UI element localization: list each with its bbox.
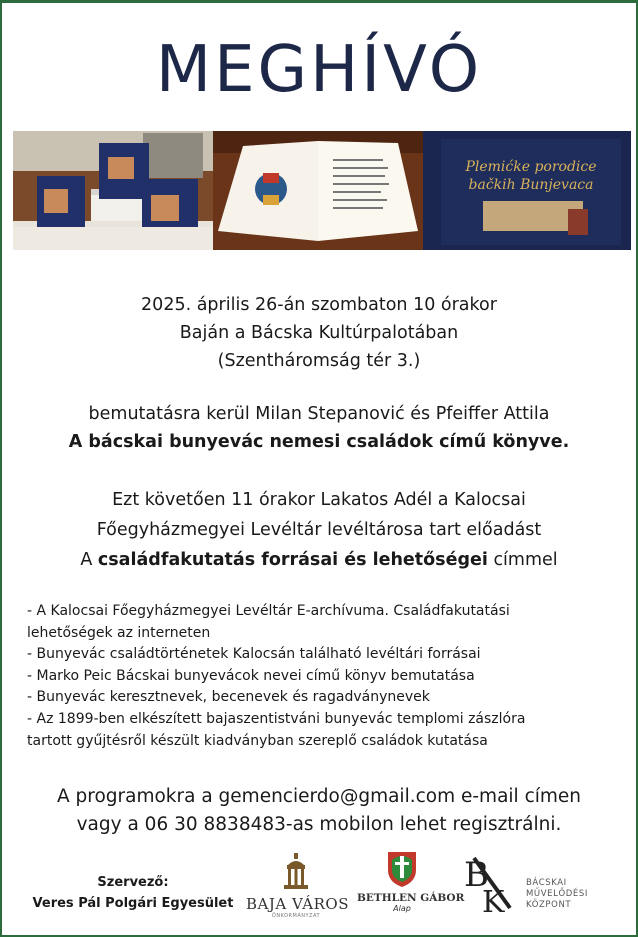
book-presentation <box>0 400 638 456</box>
registration-info <box>0 783 638 839</box>
topic-line: - Az 1899-ben elkészített bajaszentistváni bunyevác templomi zászlóra <box>27 710 526 727</box>
bethlen-gabor-logo <box>357 850 465 920</box>
book-cover <box>441 139 621 245</box>
baja-logo-sub: ÖNKORMÁNYZAT <box>271 913 321 919</box>
bmk-monogram-icon <box>460 850 520 916</box>
bmk-letter-k: K <box>482 885 505 916</box>
book-photo-strip <box>13 131 631 250</box>
topic-line: - Bunyevác családtörténetek Kalocsán található levéltári forrásai <box>27 646 481 663</box>
event-datetime: 2025. április 26-án szombaton 10 órakor <box>141 295 497 315</box>
organizer <box>28 872 238 914</box>
book-photo <box>13 131 631 250</box>
topic-list <box>27 601 627 752</box>
bethlen-logo-name: BETHLEN GÁBOR <box>357 892 465 904</box>
book-title: A bácskai bunyevác nemesi családok című könyve. <box>68 432 570 452</box>
organizer-label: Szervező: <box>97 875 169 890</box>
shield-icon <box>386 850 418 888</box>
lecture-line-2: Főegyházmegyei Levéltár levéltárosa tart előadást <box>96 520 542 540</box>
topic-line: tartott gyűjtésről készült kiadványban szereplő családok kutatása <box>27 732 488 749</box>
baja-city-logo <box>246 853 349 919</box>
lecture-title: családfakutatás forrásai és lehetőségei <box>97 550 488 570</box>
bethlen-logo-sub: Alap <box>393 904 411 913</box>
cover-title-line2: bačkih Bunjevaca <box>468 177 594 193</box>
town-hall-icon <box>278 853 314 891</box>
topic-line: - Bunyevác keresztnevek, becenevek és ragadványnevek <box>27 689 430 706</box>
bmk-line-1: BÁCSKAI <box>526 878 567 888</box>
invitation-title: MEGHÍVÓ <box>155 33 483 107</box>
bmk-logo-text <box>526 878 588 911</box>
lecture-prefix: A <box>80 550 98 570</box>
lecture-line-1: Ezt követően 11 órakor Lakatos Adél a Kalocsai <box>112 490 526 510</box>
registration-line-2: vagy a 06 30 8838483-as mobilon lehet regisztrálni. <box>76 814 562 835</box>
event-venue: Baján a Bácska Kultúrpalotában <box>179 323 459 343</box>
lecture-suffix: címmel <box>487 550 558 570</box>
bmk-logo <box>460 850 620 920</box>
lecture-line-3 <box>0 545 638 575</box>
registration-line-1: A programokra a gemencierdo@gmail.com e-mail címen <box>56 786 582 807</box>
topic-line: - A Kalocsai Főegyházmegyei Levéltár E-archívuma. Családfakutatási <box>27 603 510 619</box>
organizer-name: Veres Pál Polgári Egyesület <box>32 896 234 911</box>
baja-logo-name: BAJA VÁROS <box>246 895 349 913</box>
topic-line: lehetőségek az interneten <box>27 624 211 641</box>
lecture-info <box>0 485 638 575</box>
cover-title-line1: Plemićke porodice <box>465 159 597 175</box>
bmk-line-3: KÖZPONT <box>526 900 572 910</box>
bmk-letter-b: B <box>464 855 489 895</box>
topic-line: - Marko Peic Bácskai bunyevácok nevei című könyv bemutatása <box>27 667 475 684</box>
event-details <box>0 291 638 375</box>
book-intro: bemutatásra kerül Milan Stepanović és Pfeiffer Attila <box>88 404 550 424</box>
event-address: (Szentháromság tér 3.) <box>217 351 421 371</box>
open-book <box>218 141 418 241</box>
bmk-line-2: MŰVELŐDÉSI <box>526 889 588 899</box>
